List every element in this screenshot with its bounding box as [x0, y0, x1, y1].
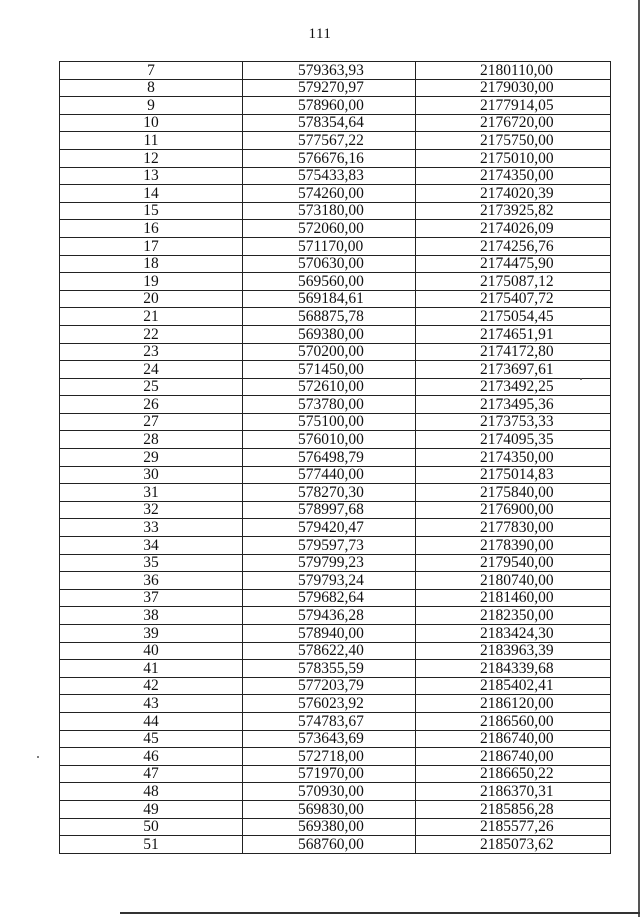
table-row	[60, 237, 611, 255]
y-coordinate-cell: 2174256,76	[416, 237, 611, 255]
x-coordinate-cell: 575433,83	[243, 167, 416, 185]
x-coordinate-cell: 571450,00	[243, 361, 416, 379]
y-coordinate-cell: 2180110,00	[416, 62, 611, 80]
point-number-cell: 14	[60, 185, 243, 203]
point-number-cell: 37	[60, 589, 243, 607]
point-number-cell: 10	[60, 114, 243, 132]
point-number-cell: 45	[60, 730, 243, 748]
y-coordinate-cell: 2174651,91	[416, 325, 611, 343]
y-coordinate-cell: 2179540,00	[416, 554, 611, 572]
scan-edge-bottom	[120, 912, 640, 914]
y-coordinate-cell: 2174475,90	[416, 255, 611, 273]
table-row	[60, 202, 611, 220]
table-row	[60, 149, 611, 167]
point-number-cell: 39	[60, 625, 243, 643]
y-coordinate-cell: 2174172,80	[416, 343, 611, 361]
x-coordinate-cell: 578997,68	[243, 501, 416, 519]
x-coordinate-cell: 578354,64	[243, 114, 416, 132]
x-coordinate-cell: 579270,97	[243, 79, 416, 97]
x-coordinate-cell: 573780,00	[243, 396, 416, 414]
scan-speck	[37, 756, 39, 758]
y-coordinate-cell: 2175087,12	[416, 273, 611, 291]
y-coordinate-cell: 2186120,00	[416, 695, 611, 713]
table-row	[60, 765, 611, 783]
y-coordinate-cell: 2186740,00	[416, 730, 611, 748]
x-coordinate-cell: 570200,00	[243, 343, 416, 361]
y-coordinate-cell: 2173753,33	[416, 413, 611, 431]
x-coordinate-cell: 570630,00	[243, 255, 416, 273]
table-row	[60, 783, 611, 801]
y-coordinate-cell: 2174350,00	[416, 449, 611, 467]
point-number-cell: 38	[60, 607, 243, 625]
y-coordinate-cell: 2175010,00	[416, 149, 611, 167]
point-number-cell: 7	[60, 62, 243, 80]
x-coordinate-cell: 569380,00	[243, 818, 416, 836]
x-coordinate-cell: 569380,00	[243, 325, 416, 343]
point-number-cell: 20	[60, 290, 243, 308]
table-row	[60, 220, 611, 238]
y-coordinate-cell: 2185402,41	[416, 677, 611, 695]
x-coordinate-cell: 579597,73	[243, 537, 416, 555]
point-number-cell: 30	[60, 466, 243, 484]
table-row	[60, 642, 611, 660]
table-row	[60, 818, 611, 836]
y-coordinate-cell: 2181460,00	[416, 589, 611, 607]
point-number-cell: 46	[60, 748, 243, 766]
table-row	[60, 466, 611, 484]
x-coordinate-cell: 576498,79	[243, 449, 416, 467]
point-number-cell: 26	[60, 396, 243, 414]
x-coordinate-cell: 576023,92	[243, 695, 416, 713]
table-row	[60, 572, 611, 590]
x-coordinate-cell: 578355,59	[243, 660, 416, 678]
point-number-cell: 51	[60, 836, 243, 854]
point-number-cell: 31	[60, 484, 243, 502]
x-coordinate-cell: 579682,64	[243, 589, 416, 607]
point-number-cell: 40	[60, 642, 243, 660]
x-coordinate-cell: 568875,78	[243, 308, 416, 326]
x-coordinate-cell: 578270,30	[243, 484, 416, 502]
table-row	[60, 431, 611, 449]
table-row	[60, 677, 611, 695]
y-coordinate-cell: 2186370,31	[416, 783, 611, 801]
x-coordinate-cell: 569184,61	[243, 290, 416, 308]
y-coordinate-cell: 2175054,45	[416, 308, 611, 326]
point-number-cell: 50	[60, 818, 243, 836]
y-coordinate-cell: 2186650,22	[416, 765, 611, 783]
point-number-cell: 16	[60, 220, 243, 238]
x-coordinate-cell: 579436,28	[243, 607, 416, 625]
table-row	[60, 537, 611, 555]
table-row	[60, 836, 611, 854]
point-number-cell: 29	[60, 449, 243, 467]
x-coordinate-cell: 568760,00	[243, 836, 416, 854]
y-coordinate-cell: 2176900,00	[416, 501, 611, 519]
point-number-cell: 13	[60, 167, 243, 185]
table-row	[60, 273, 611, 291]
point-number-cell: 43	[60, 695, 243, 713]
y-coordinate-cell: 2174350,00	[416, 167, 611, 185]
x-coordinate-cell: 579420,47	[243, 519, 416, 537]
point-number-cell: 34	[60, 537, 243, 555]
point-number-cell: 36	[60, 572, 243, 590]
table-row	[60, 361, 611, 379]
table-row	[60, 255, 611, 273]
y-coordinate-cell: 2182350,00	[416, 607, 611, 625]
y-coordinate-cell: 2173492,25	[416, 378, 611, 396]
y-coordinate-cell: 2185856,28	[416, 800, 611, 818]
table-row	[60, 396, 611, 414]
point-number-cell: 32	[60, 501, 243, 519]
point-number-cell: 8	[60, 79, 243, 97]
point-number-cell: 33	[60, 519, 243, 537]
point-number-cell: 42	[60, 677, 243, 695]
table-row	[60, 607, 611, 625]
table-row	[60, 800, 611, 818]
x-coordinate-cell: 570930,00	[243, 783, 416, 801]
point-number-cell: 47	[60, 765, 243, 783]
table-row	[60, 449, 611, 467]
point-number-cell: 17	[60, 237, 243, 255]
y-coordinate-cell: 2185073,62	[416, 836, 611, 854]
x-coordinate-cell: 569830,00	[243, 800, 416, 818]
point-number-cell: 24	[60, 361, 243, 379]
coordinates-table	[59, 61, 611, 854]
table-row	[60, 325, 611, 343]
table-row	[60, 519, 611, 537]
table-row	[60, 79, 611, 97]
table-row	[60, 378, 611, 396]
y-coordinate-cell: 2174026,09	[416, 220, 611, 238]
scan-speck	[580, 378, 582, 380]
point-number-cell: 18	[60, 255, 243, 273]
point-number-cell: 49	[60, 800, 243, 818]
table-row	[60, 589, 611, 607]
y-coordinate-cell: 2177914,05	[416, 97, 611, 115]
x-coordinate-cell: 579793,24	[243, 572, 416, 590]
point-number-cell: 35	[60, 554, 243, 572]
x-coordinate-cell: 572610,00	[243, 378, 416, 396]
table-row	[60, 62, 611, 80]
table-row	[60, 308, 611, 326]
x-coordinate-cell: 578622,40	[243, 642, 416, 660]
x-coordinate-cell: 579799,23	[243, 554, 416, 572]
x-coordinate-cell: 579363,93	[243, 62, 416, 80]
point-number-cell: 25	[60, 378, 243, 396]
y-coordinate-cell: 2177830,00	[416, 519, 611, 537]
point-number-cell: 48	[60, 783, 243, 801]
y-coordinate-cell: 2175407,72	[416, 290, 611, 308]
point-number-cell: 12	[60, 149, 243, 167]
table-row	[60, 185, 611, 203]
x-coordinate-cell: 575100,00	[243, 413, 416, 431]
point-number-cell: 41	[60, 660, 243, 678]
table-row	[60, 730, 611, 748]
point-number-cell: 15	[60, 202, 243, 220]
x-coordinate-cell: 577567,22	[243, 132, 416, 150]
table-row	[60, 114, 611, 132]
x-coordinate-cell: 571970,00	[243, 765, 416, 783]
y-coordinate-cell: 2175014,83	[416, 466, 611, 484]
point-number-cell: 27	[60, 413, 243, 431]
table-row	[60, 748, 611, 766]
y-coordinate-cell: 2174095,35	[416, 431, 611, 449]
y-coordinate-cell: 2173697,61	[416, 361, 611, 379]
table-row	[60, 413, 611, 431]
y-coordinate-cell: 2174020,39	[416, 185, 611, 203]
y-coordinate-cell: 2184339,68	[416, 660, 611, 678]
table-row	[60, 712, 611, 730]
point-number-cell: 23	[60, 343, 243, 361]
y-coordinate-cell: 2178390,00	[416, 537, 611, 555]
point-number-cell: 44	[60, 712, 243, 730]
x-coordinate-cell: 574260,00	[243, 185, 416, 203]
y-coordinate-cell: 2185577,26	[416, 818, 611, 836]
y-coordinate-cell: 2183963,39	[416, 642, 611, 660]
y-coordinate-cell: 2175750,00	[416, 132, 611, 150]
x-coordinate-cell: 573643,69	[243, 730, 416, 748]
y-coordinate-cell: 2186740,00	[416, 748, 611, 766]
x-coordinate-cell: 578960,00	[243, 97, 416, 115]
x-coordinate-cell: 571170,00	[243, 237, 416, 255]
y-coordinate-cell: 2186560,00	[416, 712, 611, 730]
table-row	[60, 343, 611, 361]
x-coordinate-cell: 572718,00	[243, 748, 416, 766]
point-number-cell: 11	[60, 132, 243, 150]
point-number-cell: 9	[60, 97, 243, 115]
table-row	[60, 167, 611, 185]
x-coordinate-cell: 574783,67	[243, 712, 416, 730]
x-coordinate-cell: 573180,00	[243, 202, 416, 220]
x-coordinate-cell: 569560,00	[243, 273, 416, 291]
y-coordinate-cell: 2173925,82	[416, 202, 611, 220]
page-number: 111	[308, 26, 332, 42]
x-coordinate-cell: 578940,00	[243, 625, 416, 643]
point-number-cell: 19	[60, 273, 243, 291]
point-number-cell: 22	[60, 325, 243, 343]
x-coordinate-cell: 577440,00	[243, 466, 416, 484]
y-coordinate-cell: 2180740,00	[416, 572, 611, 590]
y-coordinate-cell: 2176720,00	[416, 114, 611, 132]
coordinates-table-body	[60, 62, 611, 854]
table-row	[60, 660, 611, 678]
y-coordinate-cell: 2173495,36	[416, 396, 611, 414]
y-coordinate-cell: 2175840,00	[416, 484, 611, 502]
table-row	[60, 625, 611, 643]
y-coordinate-cell: 2183424,30	[416, 625, 611, 643]
x-coordinate-cell: 577203,79	[243, 677, 416, 695]
table-row	[60, 484, 611, 502]
table-row	[60, 695, 611, 713]
table-row	[60, 554, 611, 572]
point-number-cell: 21	[60, 308, 243, 326]
x-coordinate-cell: 572060,00	[243, 220, 416, 238]
table-row	[60, 132, 611, 150]
x-coordinate-cell: 576010,00	[243, 431, 416, 449]
point-number-cell: 28	[60, 431, 243, 449]
table-row	[60, 97, 611, 115]
table-row	[60, 290, 611, 308]
table-row	[60, 501, 611, 519]
x-coordinate-cell: 576676,16	[243, 149, 416, 167]
y-coordinate-cell: 2179030,00	[416, 79, 611, 97]
